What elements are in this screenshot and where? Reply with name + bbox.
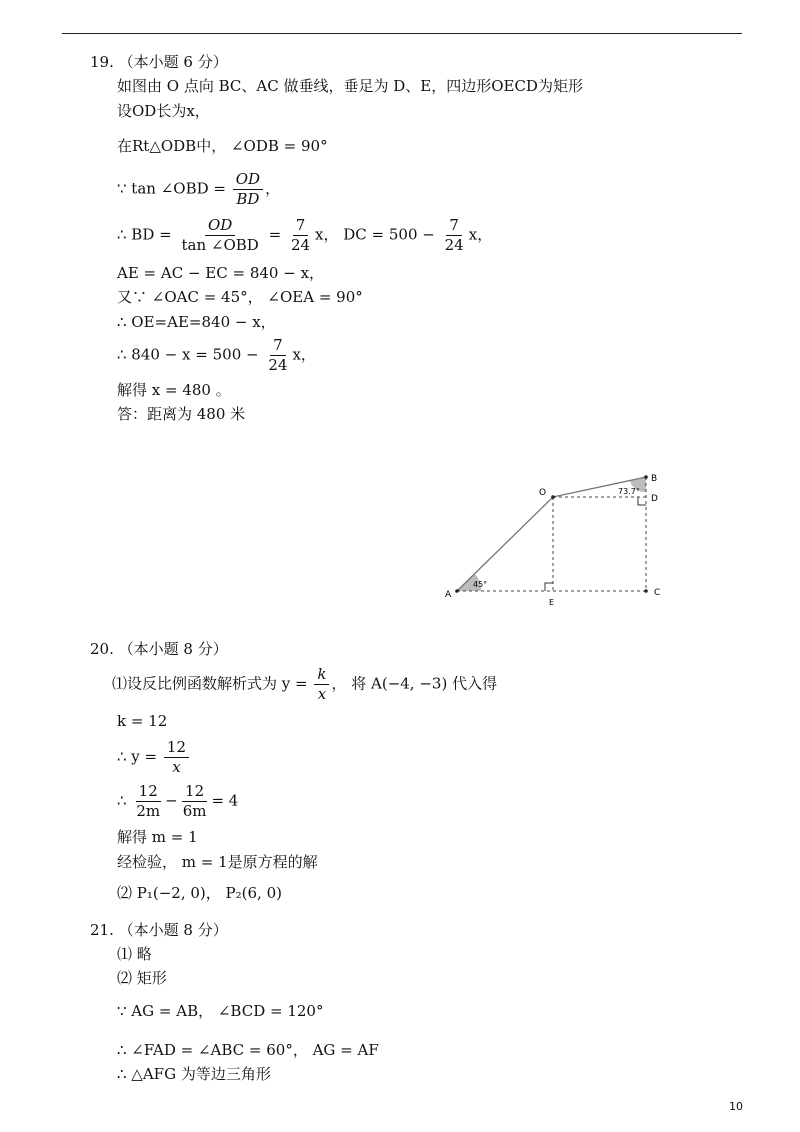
- q21-line4: ∴ ∠FAD = ∠ABC = 60°， AG = AF: [117, 1041, 379, 1059]
- q20-line6: 经检验， m = 1是原方程的解: [117, 853, 318, 871]
- label-angle-b: 73.7°: [618, 487, 640, 496]
- q19-header: 19. （本小题 6 分）: [90, 53, 228, 71]
- label-d: D: [651, 494, 658, 504]
- q20-header: 20. （本小题 8 分）: [90, 640, 228, 658]
- q19-line5-pre: ∴ BD =: [117, 225, 172, 244]
- q19-line10: 解得 x = 480 。: [117, 381, 231, 399]
- label-e: E: [549, 598, 555, 607]
- point-a: [455, 589, 459, 593]
- q19-line11: 答：距离为 480 米: [117, 405, 246, 423]
- q20-line1-fraction: [314, 665, 329, 704]
- q21-line1: ⑴ 略: [117, 945, 152, 963]
- q19-line7: 又∵ ∠OAC = 45°， ∠OEA = 90°: [117, 288, 363, 306]
- q19-line9-den: 24: [268, 356, 288, 374]
- q19-line3: 在Rt△ODB中， ∠ODB = 90°: [117, 137, 328, 155]
- q19-line4-den: BD: [236, 190, 260, 208]
- q20-line4: [117, 782, 238, 821]
- label-angle-a: 45°: [473, 580, 488, 589]
- q19-line1: 如图由 O 点向 BC、AC 做垂线，垂足为 D、E，四边形OECD为矩形: [117, 77, 583, 95]
- geometry-figure: [435, 465, 675, 610]
- label-a: A: [445, 590, 452, 600]
- segment-ao: [457, 497, 553, 591]
- q19-line2: 设OD长为x，: [117, 102, 210, 120]
- label-b: B: [651, 474, 658, 484]
- q19-line5-mid: =: [268, 225, 282, 244]
- q20-line4-num2: 12: [182, 782, 207, 802]
- q19-line5-num2: 7: [293, 216, 309, 236]
- q19-line4-pre: ∵ tan ∠OBD =: [117, 179, 226, 198]
- q20-line1-num: k: [314, 665, 329, 685]
- q19-line4-num: OD: [233, 170, 263, 190]
- q19-line5-den3: 24: [444, 236, 464, 254]
- q19-line5-fraction2: [288, 216, 313, 255]
- q19-line8: ∴ OE=AE=840 − x，: [117, 313, 276, 331]
- q19-line4: [117, 170, 280, 209]
- q20-line3-num: 12: [164, 738, 189, 758]
- q21-line5: ∴ △AFG 为等边三角形: [117, 1065, 271, 1083]
- q21-header: 21. （本小题 8 分）: [90, 921, 228, 939]
- q19-line5-num1: OD: [205, 216, 235, 236]
- q20-line3-den: x: [172, 758, 181, 776]
- q19-line4-fraction: [233, 170, 263, 209]
- point-o: [551, 495, 555, 499]
- q19-line9-num: 7: [270, 336, 286, 356]
- right-angle-e: [545, 583, 553, 591]
- q19-line5-den1: tan ∠OBD: [181, 236, 259, 254]
- q19-line6: AE = AC − EC = 840 − x，: [117, 264, 325, 282]
- q20-line3-pre: ∴ y =: [117, 747, 158, 766]
- q20-line1: [112, 665, 497, 704]
- q20-line1-pre: ⑴设反比例函数解析式为 y =: [112, 674, 308, 693]
- q20-line3: [117, 738, 191, 777]
- q20-line1-den: x: [317, 685, 327, 703]
- q20-line7: ⑵ P₁(−2, 0)， P₂(6, 0): [117, 884, 282, 902]
- top-rule: [62, 33, 742, 34]
- q21-line3: ∵ AG = AB， ∠BCD = 120°: [117, 1002, 324, 1020]
- q19-line5-den2: 24: [290, 236, 311, 254]
- q21-line2: ⑵ 矩形: [117, 969, 167, 987]
- label-o: O: [539, 488, 547, 498]
- q20-line4-mid: −: [165, 791, 178, 810]
- q20-line4-fraction2: [180, 782, 210, 821]
- q19-line9: [117, 336, 316, 375]
- point-b: [644, 475, 648, 479]
- q20-line5: 解得 m = 1: [117, 828, 198, 846]
- q19-line5: [117, 216, 492, 255]
- q20-line3-fraction: [164, 738, 189, 777]
- q19-line5-fraction3: [442, 216, 467, 255]
- q19-line9-pre: ∴ 840 − x = 500 −: [117, 345, 259, 364]
- point-c: [644, 589, 648, 593]
- q20-line4-den2: 6m: [182, 802, 207, 820]
- q20-line4-post: = 4: [211, 791, 239, 810]
- q20-line4-den1: 2m: [136, 802, 161, 820]
- q19-line5-fraction1: [178, 216, 261, 255]
- page-number: 10: [729, 1100, 743, 1113]
- q19-line9-fraction: [265, 336, 290, 375]
- q20-line2: k = 12: [117, 712, 168, 730]
- q20-line1-post: ， 将 A(−4, −3) 代入得: [331, 674, 498, 693]
- q19-line5-num3: 7: [446, 216, 462, 236]
- q19-line4-post: ，: [265, 179, 281, 198]
- right-angle-d: [638, 497, 646, 505]
- q20-line4-pre: ∴: [117, 791, 127, 810]
- q19-line9-post: x，: [292, 345, 316, 364]
- q19-line5-mid2: x， DC = 500 −: [315, 225, 435, 244]
- q20-line4-num1: 12: [136, 782, 161, 802]
- label-c: C: [654, 588, 661, 598]
- q19-line5-post: x，: [468, 225, 493, 244]
- q20-line4-fraction1: [133, 782, 163, 821]
